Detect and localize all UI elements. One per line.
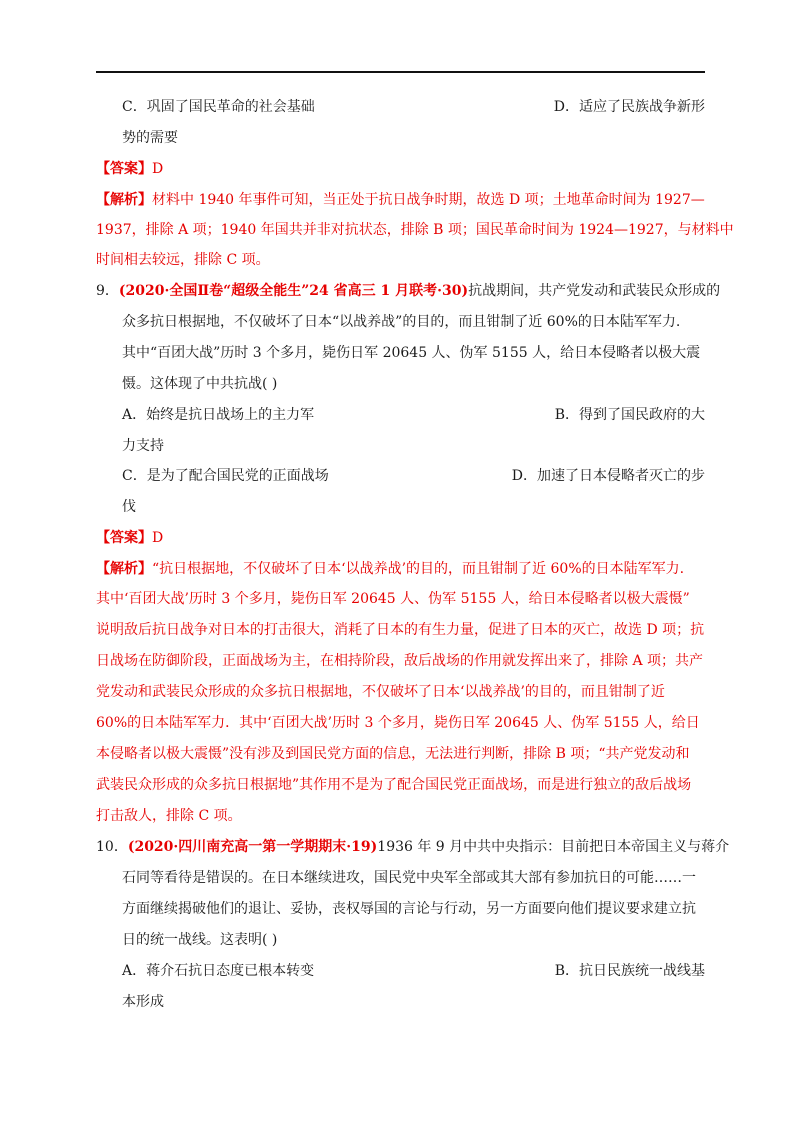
- answer-value: D: [152, 530, 164, 546]
- q9-analysis-line-7: 武装民众形成的众多抗日根据地”其作用不是为了配合国民党正面战场，而是进行独立的敌后战场: [96, 777, 692, 793]
- q9-analysis-line-3: 日战场在防御阶段，正面战场为主，在相持阶段，敌后战场的作用就发挥出来了，排除 A 项；共产: [96, 653, 704, 669]
- q9-answer: [96, 528, 163, 548]
- q10-option-b-cont: 本形成: [122, 994, 164, 1010]
- q9-analysis-line-4: 党发动和武装民众形成的众多抗日根据地，不仅破坏了日本‘以战养战’的目的，而且钳制了近: [96, 684, 665, 700]
- q9-option-d-cont: 伐: [122, 499, 136, 515]
- q8-options-cd: [122, 97, 705, 117]
- answer-label: 【答案】: [96, 530, 152, 546]
- q10-stem-line-0: 10．(2020·四川南充高一第一学期期末·19)1936 年 9 月中共中央指示：目前把日本帝国主义与蒋介: [96, 839, 730, 855]
- q8-option-d: D．适应了民族战争新形: [553, 99, 705, 115]
- q9-option-b-cont: 力支持: [122, 438, 164, 454]
- answer-label: 【答案】: [96, 161, 152, 177]
- analysis-label: 【解析】: [96, 561, 152, 577]
- q9-stem-line-3: 慑。这体现了中共抗战( ): [122, 376, 278, 392]
- q9-number: 9．: [96, 283, 119, 299]
- q10-stem-line-1: 石同等看待是错误的。在日本继续进攻，国民党中央军全部或其大部有参加抗日的可能……一: [122, 870, 696, 886]
- q10-stem-line-2: 方面继续揭破他们的退让、妥协，丧权辱国的言论与行动，另一方面要向他们提议要求建立抗: [122, 901, 696, 917]
- q10-options-ab: [122, 961, 705, 981]
- analysis-label: 【解析】: [96, 192, 152, 208]
- q9-source: (2020·全国Ⅱ卷“超级全能生”24 省高三 1 月联考·30): [118, 283, 469, 299]
- q8-option-d-cont: 势的需要: [122, 130, 178, 146]
- q9-analysis-line-8: 打击敌人，排除 C 项。: [96, 808, 242, 824]
- q9-options-cd: [122, 466, 705, 486]
- q9-analysis-line-6: 本侵略者以极大震慑”没有涉及到国民党方面的信息，无法进行判断，排除 B 项；“共产党发动和: [96, 746, 690, 762]
- q9-stem-line-2: 其中“百团大战”历时 3 个多月，毙伤日军 20645 人、伪军 5155 人，给日本侵略者以极大震: [122, 345, 701, 361]
- q8-option-c: C．巩固了国民革命的社会基础: [122, 99, 315, 115]
- q9-option-c: C．是为了配合国民党的正面战场: [122, 468, 329, 484]
- q9-analysis-line-0: 【解析】“抗日根据地，不仅破坏了日本‘以战养战’的目的，而且钳制了近 60%的日本陆军军力.: [96, 561, 685, 577]
- q10-option-a: A．蒋介石抗日态度已根本转变: [122, 963, 315, 979]
- q9-stem-line-1: 众多抗日根据地，不仅破坏了日本“以战养战”的目的，而且钳制了近 60%的日本陆军军力.: [122, 314, 681, 330]
- answer-value: D: [152, 161, 164, 177]
- q8-analysis-line-2: 时间相去较远，排除 C 项。: [96, 252, 270, 268]
- q8-answer: [96, 159, 163, 179]
- q9-analysis-line-5: 60%的日本陆军军力．其中‘百团大战’历时 3 个多月，毙伤日军 20645 人、伪军 5155 人，给日: [96, 715, 700, 731]
- q9-analysis-line-2: 说明敌后抗日战争对日本的打击很大，消耗了日本的有生力量，促进了日本的灭亡，故选 D 项；抗: [96, 622, 705, 638]
- q8-analysis-line-0: 【解析】材料中 1940 年事件可知，当正处于抗日战争时期，故选 D 项；土地革命时间为 1927—: [96, 192, 705, 208]
- q10-stem-line-3: 日的统一战线。这表明( ): [122, 932, 278, 948]
- q9-stem-line-0: 9．(2020·全国Ⅱ卷“超级全能生”24 省高三 1 月联考·30)抗战期间，共产党发动和武装民众形成的: [96, 283, 721, 299]
- q9-option-b: B．得到了国民政府的大: [554, 407, 705, 423]
- q9-analysis-line-1: 其中‘百团大战’历时 3 个多月，毙伤日军 20645 人、伪军 5155 人，给日本侵略者以极大震慑”: [96, 591, 690, 607]
- q10-source: (2020·四川南充高一第一学期期末·19): [127, 839, 378, 855]
- q9-option-d: D．加速了日本侵略者灭亡的步: [511, 468, 705, 484]
- q9-options-ab: [122, 405, 705, 425]
- q10-option-b: B．抗日民族统一战线基: [554, 963, 705, 979]
- header-rule: [96, 71, 705, 73]
- q8-analysis-line-1: 1937，排除 A 项；1940 年国共并非对抗状态，排除 B 项；国民革命时间为 1924—1927，与材料中: [96, 222, 734, 238]
- q9-option-a: A．始终是抗日战场上的主力军: [122, 407, 315, 423]
- q10-number: 10．: [96, 839, 128, 855]
